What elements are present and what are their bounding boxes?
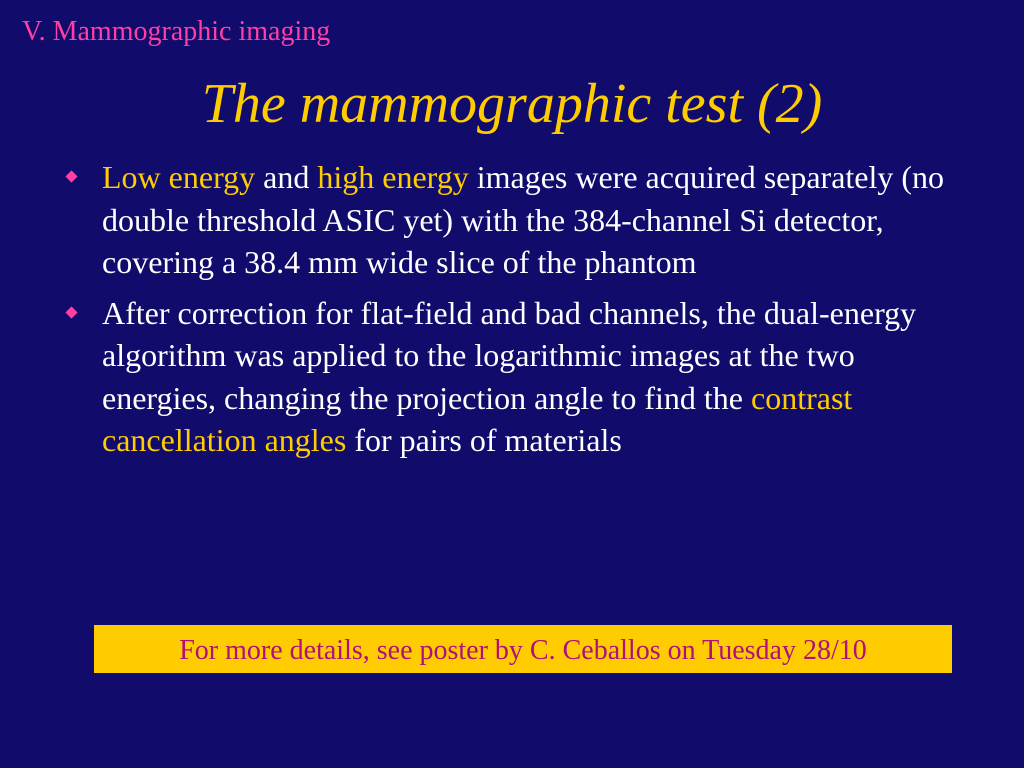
bullet-text bbox=[102, 159, 944, 280]
section-label: V. Mammographic imaging bbox=[22, 16, 331, 47]
footnote-text: For more details, see poster by C. Ceballos on Tuesday 28/10 bbox=[179, 635, 867, 666]
bullet-text bbox=[102, 295, 916, 459]
bullet-text-segment: images were acquired separately (no double threshold ASIC yet) with the 384-channel Si detector, covering a 38.4 mm wide slice of the phantom bbox=[102, 159, 945, 280]
bullet-text-segment: for pairs of materials bbox=[346, 422, 622, 458]
highlight-high-energy: high energy bbox=[317, 159, 469, 195]
highlight-contrast-cancellation-angles: contrast cancellation angles bbox=[102, 379, 853, 458]
diamond-bullet-icon bbox=[65, 306, 77, 318]
bullet-text-segment: After correction for flat-field and bad channels, the dual-energy algorithm was applied to the logarithmic images at the two energies, changing the projection angle to find the bbox=[102, 294, 917, 416]
bullet-item bbox=[62, 292, 962, 462]
highlight-low-energy: Low energy bbox=[102, 159, 256, 195]
footnote-box bbox=[94, 625, 952, 673]
bullet-list bbox=[62, 156, 962, 470]
bullet-text-segment: and bbox=[255, 159, 318, 195]
slide-title: The mammographic test (2) bbox=[201, 73, 823, 135]
bullet-item bbox=[62, 156, 962, 284]
diamond-bullet-icon bbox=[65, 170, 77, 182]
